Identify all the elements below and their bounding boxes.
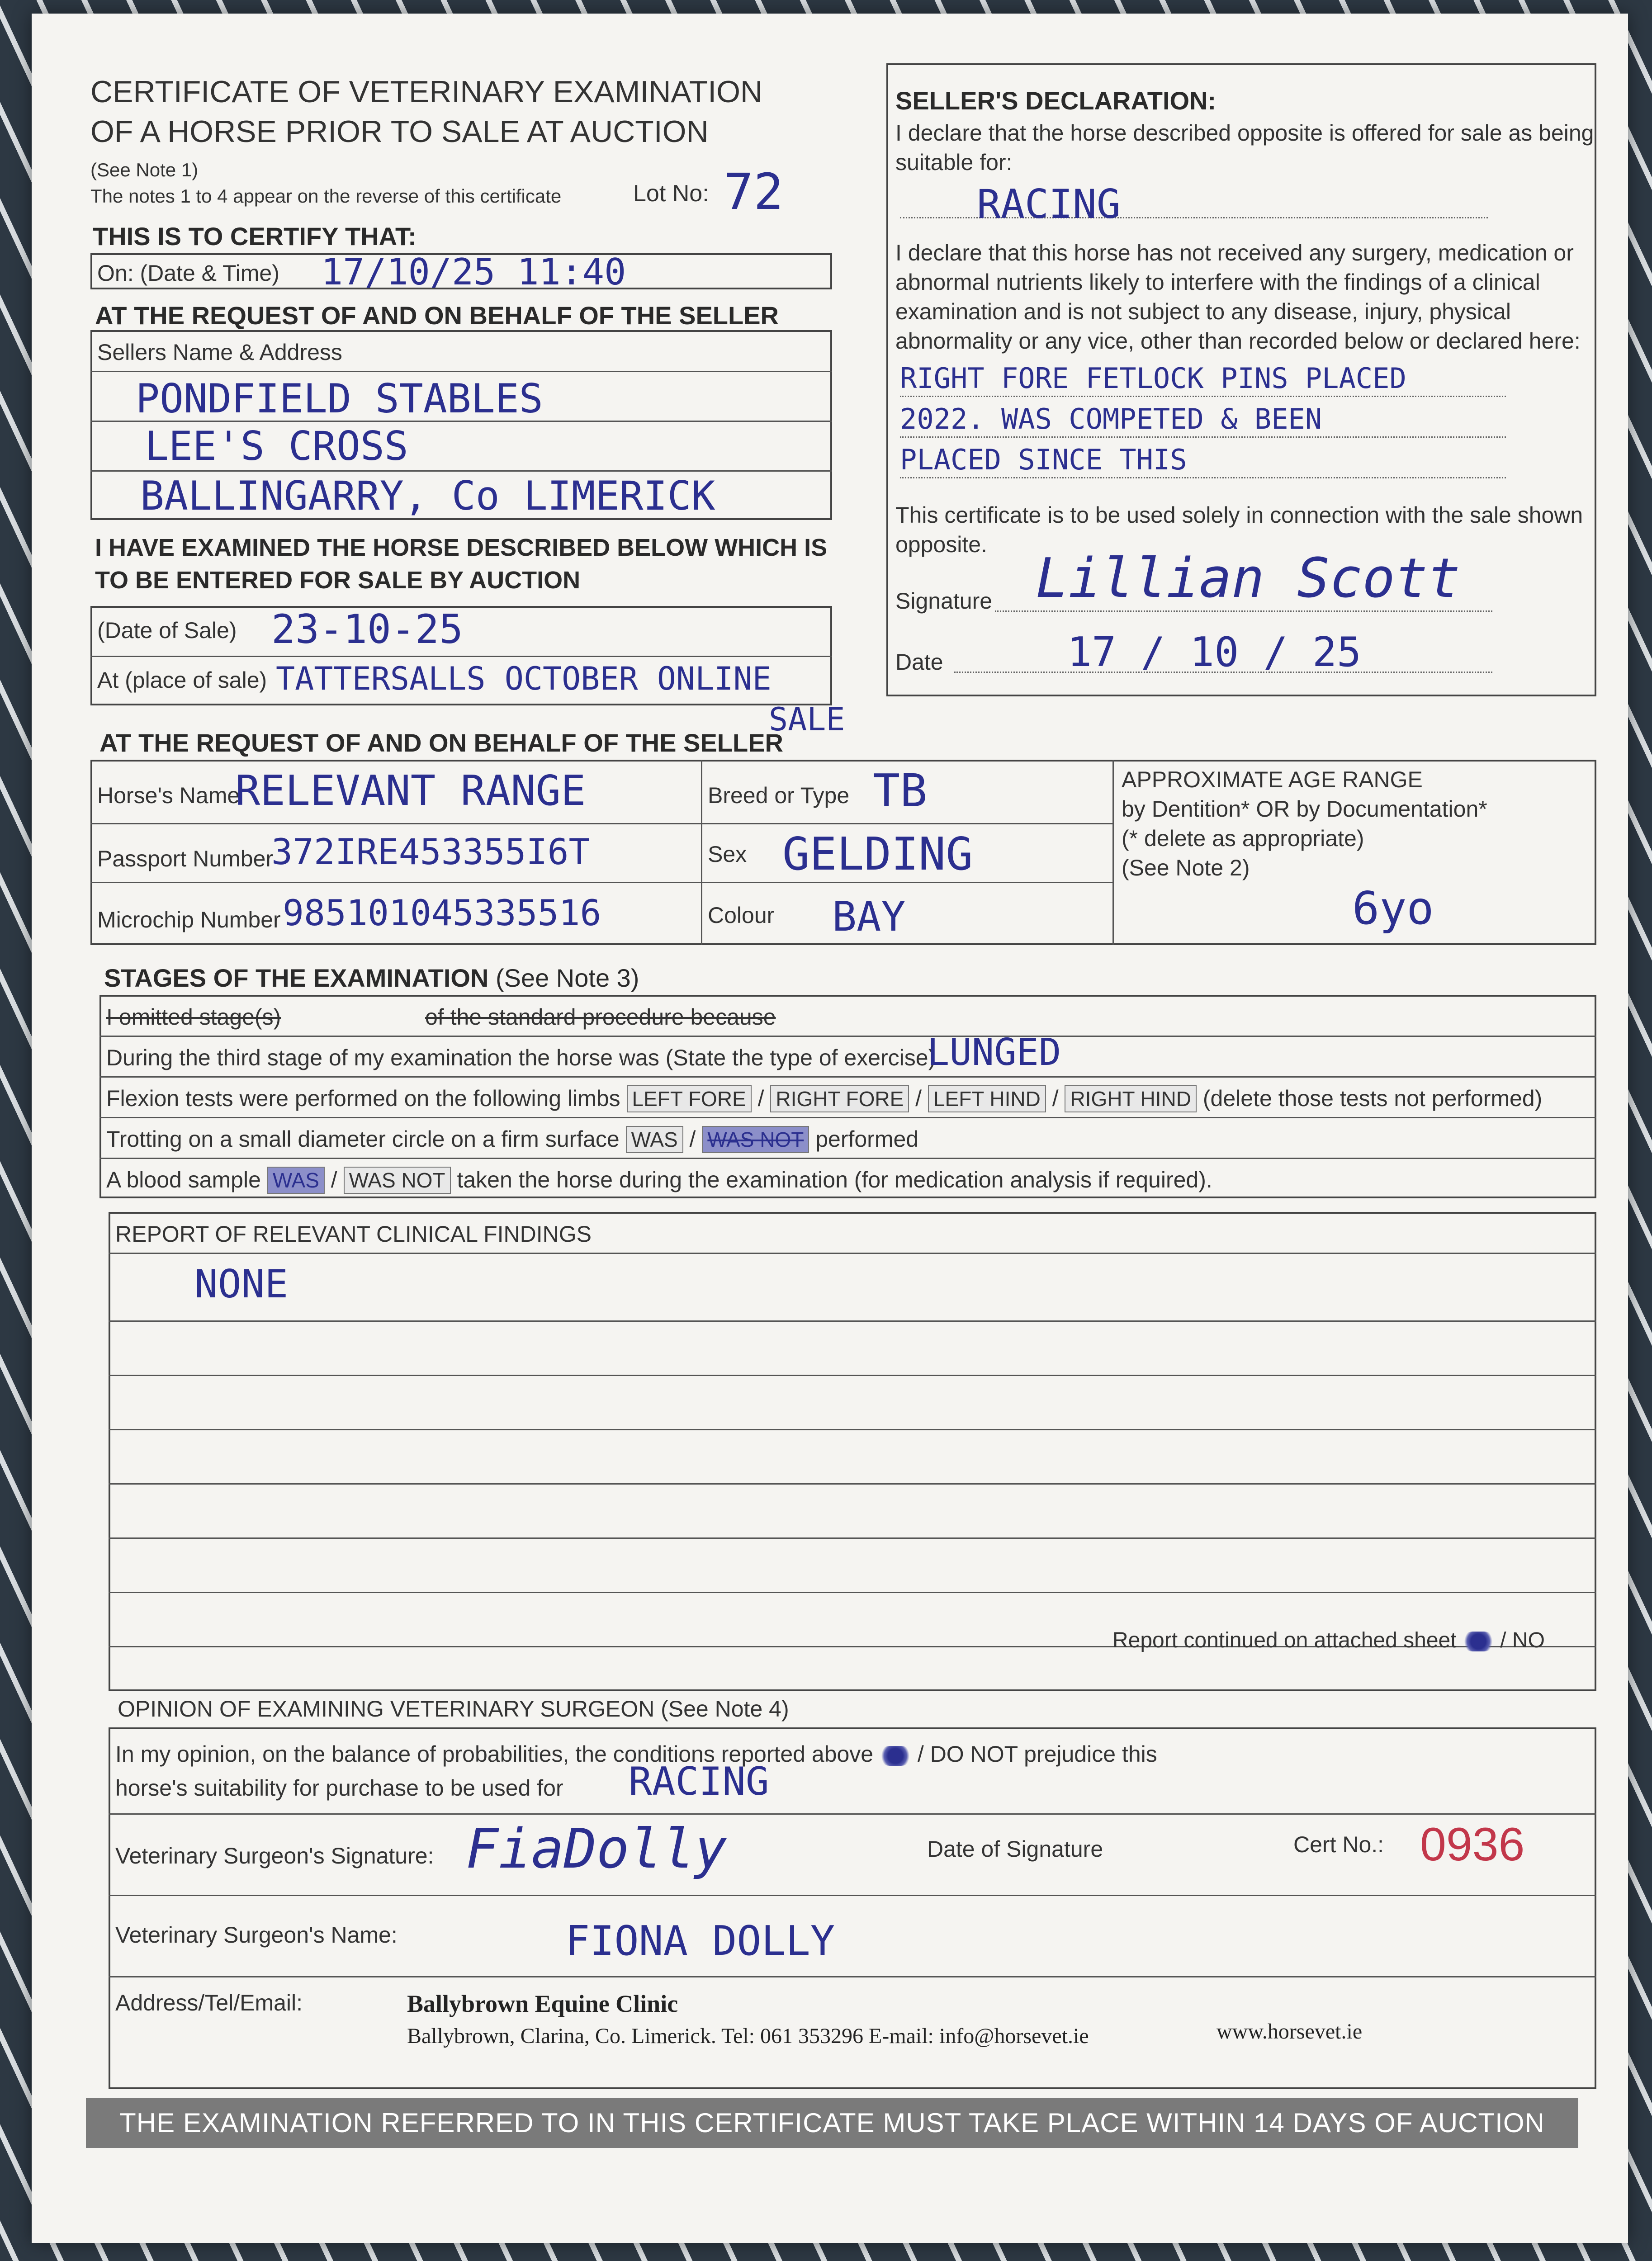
age-title: APPROXIMATE AGE RANGE (1122, 767, 1423, 792)
vet-name-value[interactable]: FIONA DOLLY (565, 1917, 835, 1965)
report-label: REPORT OF RELEVANT CLINICAL FINDINGS (115, 1221, 592, 1247)
sex-value[interactable]: GELDING (782, 828, 973, 880)
declaration-declared-l1[interactable]: RIGHT FORE FETLOCK PINS PLACED (900, 362, 1406, 395)
blood-tail: taken the horse during the examination (for medication analysis if required). (457, 1167, 1212, 1192)
colour-value[interactable]: BAY (832, 893, 906, 941)
flexion-label: Flexion tests were performed on the following limbs (106, 1086, 620, 1111)
report-continued-label: Report continued on attached sheet (1112, 1628, 1457, 1652)
declaration-para3-l1: This certificate is to be used solely in connection with the sale shown (895, 502, 1583, 528)
trotting-row: Trotting on a small diameter circle on a firm surface WAS / WAS NOT performed (106, 1126, 918, 1152)
age-see-note: (See Note 2) (1122, 855, 1250, 880)
lot-number: 72 (724, 163, 784, 221)
cert-number-label: Cert No.: (1293, 1832, 1384, 1857)
age-delete-note: (* delete as appropriate) (1122, 826, 1364, 851)
declaration-declared-l3[interactable]: PLACED SINCE THIS (900, 443, 1187, 476)
opinion-use-value[interactable]: RACING (629, 1759, 769, 1804)
opinion-line-1: In my opinion, on the balance of probabilities, the conditions reported above / DO NOT prejudice this (115, 1741, 1157, 1767)
declaration-para2-l4: abnormality or any vice, other than recorded below or declared here: (895, 328, 1581, 354)
declaration-para1-l2: suitable for: (895, 150, 1013, 175)
address-label: Address/Tel/Email: (115, 1990, 303, 2015)
declaration-para2-l1: I declare that this horse has not received any surgery, medication or (895, 240, 1574, 265)
request-heading-1: AT THE REQUEST OF AND ON BEHALF OF THE SELLER (95, 301, 779, 330)
blood-label: A blood sample (106, 1167, 261, 1192)
request-heading-2: AT THE REQUEST OF AND ON BEHALF OF THE SELLER (99, 728, 783, 757)
microchip-label: Microchip Number (97, 907, 281, 932)
omitted-because: of the standard procedure because (425, 1004, 776, 1030)
seller-line-1[interactable]: PONDFIELD STABLES (136, 375, 543, 422)
notes-text: The notes 1 to 4 appear on the reverse of this certificate (90, 185, 562, 207)
cert-number: 0936 (1420, 1818, 1525, 1871)
declaration-date-value[interactable]: 17 / 10 / 25 (1067, 629, 1362, 676)
age-method: by Dentition* OR by Documentation* (1122, 796, 1487, 822)
limb-right-fore[interactable]: RIGHT FORE (770, 1085, 909, 1112)
sex-label: Sex (708, 842, 747, 867)
limb-left-hind[interactable]: LEFT HIND (928, 1085, 1046, 1112)
declaration-signature-label: Signature (895, 588, 993, 614)
see-note-1: (See Note 1) (90, 159, 199, 180)
title-line-1: CERTIFICATE OF VETERINARY EXAMINATION (90, 75, 763, 109)
declaration-para3-l2: opposite. (895, 532, 987, 557)
footer-banner: THE EXAMINATION REFERRED TO IN THIS CERTIFICATE MUST TAKE PLACE WITHIN 14 DAYS OF AUCTION (86, 2098, 1578, 2148)
opinion-do-crossed[interactable] (880, 1746, 911, 1766)
exam-date-label: On: (Date & Time) (97, 260, 279, 286)
breed-value[interactable]: TB (873, 764, 928, 817)
stages-note: (See Note 3) (495, 964, 639, 992)
microchip-value[interactable]: 985101045335516 (283, 893, 601, 934)
omitted-stage: I omitted stage(s) (106, 1004, 281, 1030)
horse-name-label: Horse's Name (97, 783, 240, 808)
opinion-do-not[interactable]: DO NOT prejudice this (930, 1741, 1157, 1767)
clinic-address: Ballybrown, Clarina, Co. Limerick. Tel: 061 353296 E-mail: info@horsevet.ie (407, 2024, 1089, 2048)
flexion-tail: (delete those tests not performed) (1202, 1086, 1543, 1111)
vet-name-label: Veterinary Surgeon's Name: (115, 1922, 398, 1948)
limb-right-hind[interactable]: RIGHT HIND (1065, 1085, 1197, 1112)
report-continued-no[interactable]: NO (1512, 1628, 1545, 1652)
opinion-title: OPINION OF EXAMINING VETERINARY SURGEON (See Note 4) (118, 1696, 789, 1722)
third-stage-label: During the third stage of my examination the horse was (State the type of exercise) (106, 1045, 936, 1070)
trotting-label: Trotting on a small diameter circle on a firm surface (106, 1126, 620, 1152)
report-continued-row: Report continued on attached sheet / NO (1112, 1628, 1545, 1652)
title-line-2: OF A HORSE PRIOR TO SALE AT AUCTION (90, 114, 709, 149)
breed-label: Breed or Type (708, 783, 850, 808)
trotting-was[interactable]: WAS (626, 1126, 683, 1153)
flexion-row: Flexion tests were performed on the following limbs LEFT FORE / RIGHT FORE / LEFT HIND / RIGHT HIND (delete those tests not performed) (106, 1085, 1542, 1112)
opinion-line-2: horse's suitability for purchase to be used for (115, 1775, 563, 1801)
report-box (109, 1212, 1596, 1691)
declaration-para2-l2: abnormal nutrients likely to interfere with the findings of a clinical (895, 270, 1540, 295)
report-value[interactable]: NONE (194, 1262, 289, 1307)
trotting-performed: performed (815, 1126, 919, 1152)
seller-line-3[interactable]: BALLINGARRY, Co LIMERICK (140, 473, 715, 519)
examined-line-1: I HAVE EXAMINED THE HORSE DESCRIBED BELOW WHICH IS (95, 534, 828, 561)
blood-was-not[interactable]: WAS NOT (344, 1167, 451, 1194)
opinion-text-1a: In my opinion, on the balance of probabilities, the conditions reported above (115, 1741, 874, 1767)
vet-signature[interactable]: FiaDolly (466, 1818, 727, 1881)
certificate-sheet (32, 14, 1628, 2243)
stages-heading (104, 963, 639, 993)
sale-date-label: (Date of Sale) (97, 618, 237, 643)
examined-line-2: TO BE ENTERED FOR SALE BY AUCTION (95, 567, 581, 594)
declaration-date-label: Date (895, 649, 943, 675)
seller-label: Sellers Name & Address (97, 340, 342, 365)
trotting-was-not[interactable]: WAS NOT (702, 1126, 809, 1153)
vet-signature-label: Veterinary Surgeon's Signature: (115, 1843, 434, 1868)
date-of-signature-label: Date of Signature (927, 1836, 1103, 1862)
lot-label: Lot No: (633, 180, 709, 207)
clinic-website[interactable]: www.horsevet.ie (1217, 2020, 1363, 2043)
declaration-para2-l3: examination and is not subject to any disease, injury, physical (895, 299, 1511, 324)
declaration-para1-l1: I declare that the horse described opposite is offered for sale as being (895, 120, 1594, 146)
sale-place-value-2[interactable]: SALE (769, 701, 845, 738)
declaration-title: SELLER'S DECLARATION: (895, 86, 1217, 115)
passport-value[interactable]: 372IRE453355I6T (271, 832, 590, 873)
declaration-declared-l2[interactable]: 2022. WAS COMPETED & BEEN (900, 402, 1322, 435)
blood-row: A blood sample WAS / WAS NOT taken the horse during the examination (for medication analysis if required). (106, 1167, 1212, 1193)
report-continued-yes-crossed[interactable] (1463, 1632, 1494, 1651)
seller-line-2[interactable]: LEE'S CROSS (145, 423, 408, 469)
exam-date-value[interactable]: 17/10/25 11:40 (321, 251, 626, 293)
third-stage-value[interactable]: LUNGED (927, 1031, 1061, 1074)
horse-name-value[interactable]: RELEVANT RANGE (235, 766, 586, 815)
sale-place-value[interactable]: TATTERSALLS OCTOBER ONLINE (276, 660, 772, 697)
stages-title: STAGES OF THE EXAMINATION (104, 964, 489, 992)
age-value[interactable]: 6yo (1352, 882, 1434, 935)
clinic-name: Ballybrown Equine Clinic (407, 1990, 678, 2017)
limb-left-fore[interactable]: LEFT FORE (627, 1085, 752, 1112)
sale-date-value[interactable]: 23-10-25 (271, 606, 463, 653)
certify-heading: THIS IS TO CERTIFY THAT: (93, 222, 417, 251)
declaration-suitable-value[interactable]: RACING (977, 181, 1121, 227)
sale-place-label: At (place of sale) (97, 667, 267, 693)
declaration-signature[interactable]: Lillian Scott (1036, 547, 1461, 610)
blood-was[interactable]: WAS (267, 1167, 325, 1194)
passport-label: Passport Number (97, 846, 274, 871)
colour-label: Colour (708, 903, 775, 928)
